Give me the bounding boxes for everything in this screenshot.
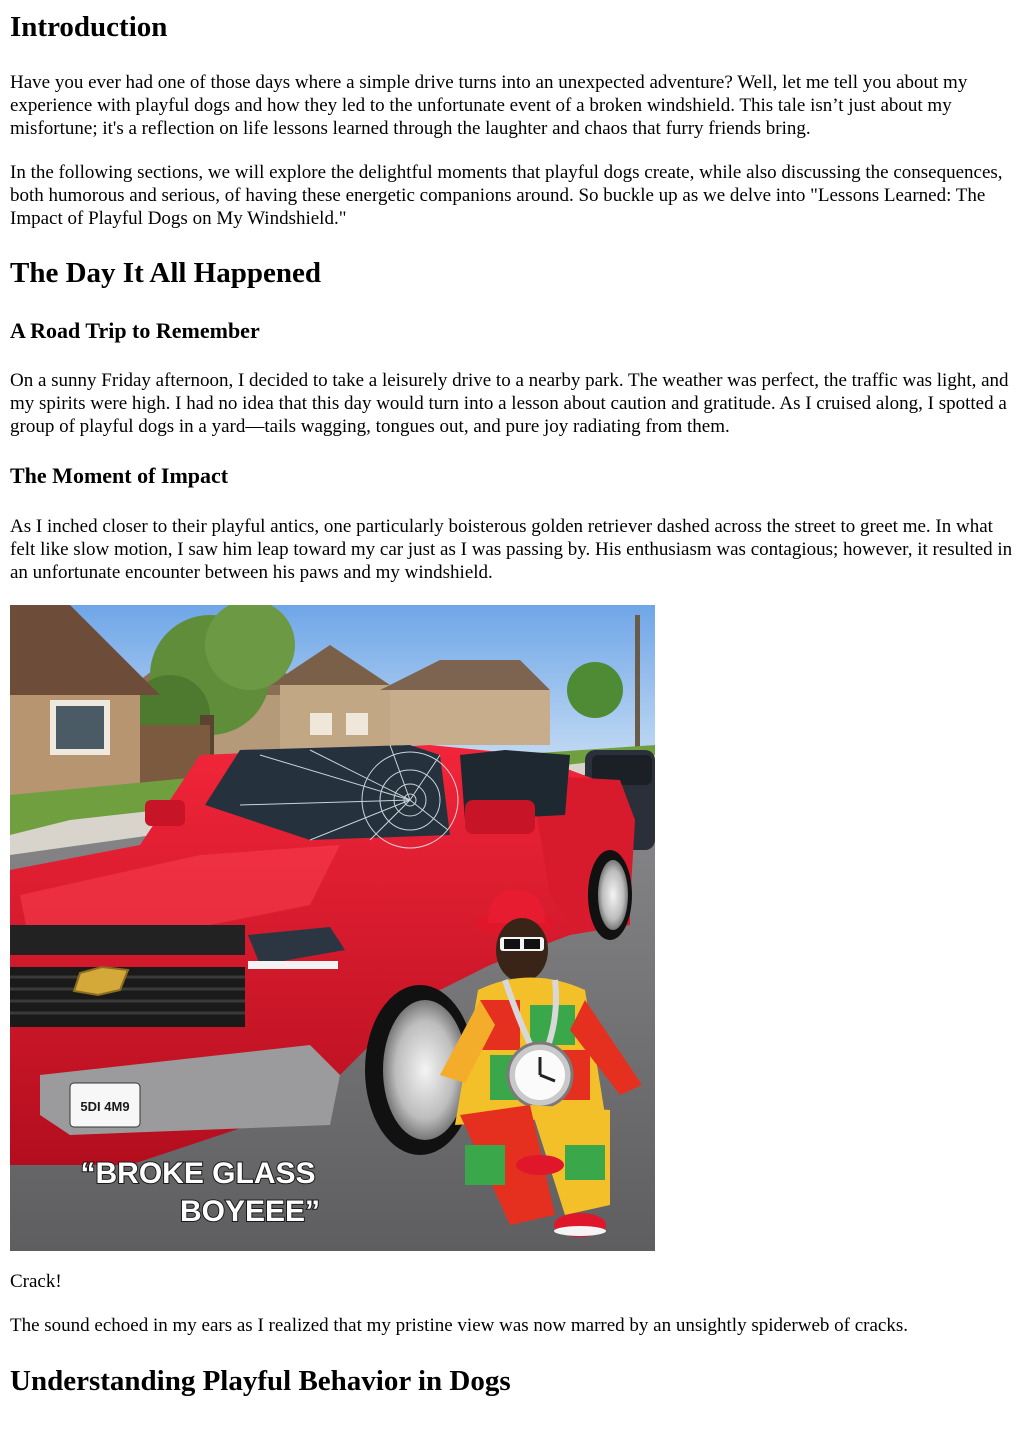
crack-text: Crack! [10,1271,62,1292]
caption-line-1: “BROKE GLASS [80,1157,316,1190]
intro-heading: Introduction [10,11,168,43]
license-plate-text: 5DI 4M9 [80,1099,130,1114]
day-heading: The Day It All Happened [10,257,321,289]
sound-paragraph: The sound echoed in my ears as I realized that my pristine view was now marred by an unsightly spiderweb of cracks. [10,1315,909,1336]
understanding-heading: Understanding Playful Behavior in Dogs [10,1365,511,1397]
road-trip-paragraph: On a sunny Friday afternoon, I decided to take a leisurely drive to a nearby park. The weather was perfect, the traffic was light, and my spirits were high. I had no idea that this day would turn into a lesson about caution and gratitude. As I cruised along, I spotted a group of playful dogs in a yard—tails wagging, tongues out, and pure joy radiating from them. [10,370,1009,437]
caption-line-2: BOYEEE” [179,1195,321,1228]
intro-paragraph-1: Have you ever had one of those days where a simple drive turns into an unexpected adventure? Well, let me tell you about my experience with playful dogs and how they led to the unfortunate event of a broken windshield. This tale isn’t just about my misfortune; it's a reflection on life lessons learned through the laughter and chaos that furry friends bring. [10,72,968,139]
impact-paragraph: As I inched closer to their playful antics, one particularly boisterous golden retriever dashed across the street to greet me. In what felt like slow motion, I saw him leap toward my car just as I was passing by. His enthusiasm was contagious; however, it resulted in an unfortunate encounter between his paws and my windshield. [10,516,1013,583]
road-trip-heading: A Road Trip to Remember [10,318,260,343]
truck-photo [10,605,655,1251]
intro-paragraph-2: In the following sections, we will explore the delightful moments that playful dogs create, while also discussing the consequences, both humorous and serious, of having these energetic companions around. So buckle up as we delve into "Lessons Learned: The Impact of Playful Dogs on My Windshield." [10,162,1003,229]
impact-heading: The Moment of Impact [10,463,229,488]
